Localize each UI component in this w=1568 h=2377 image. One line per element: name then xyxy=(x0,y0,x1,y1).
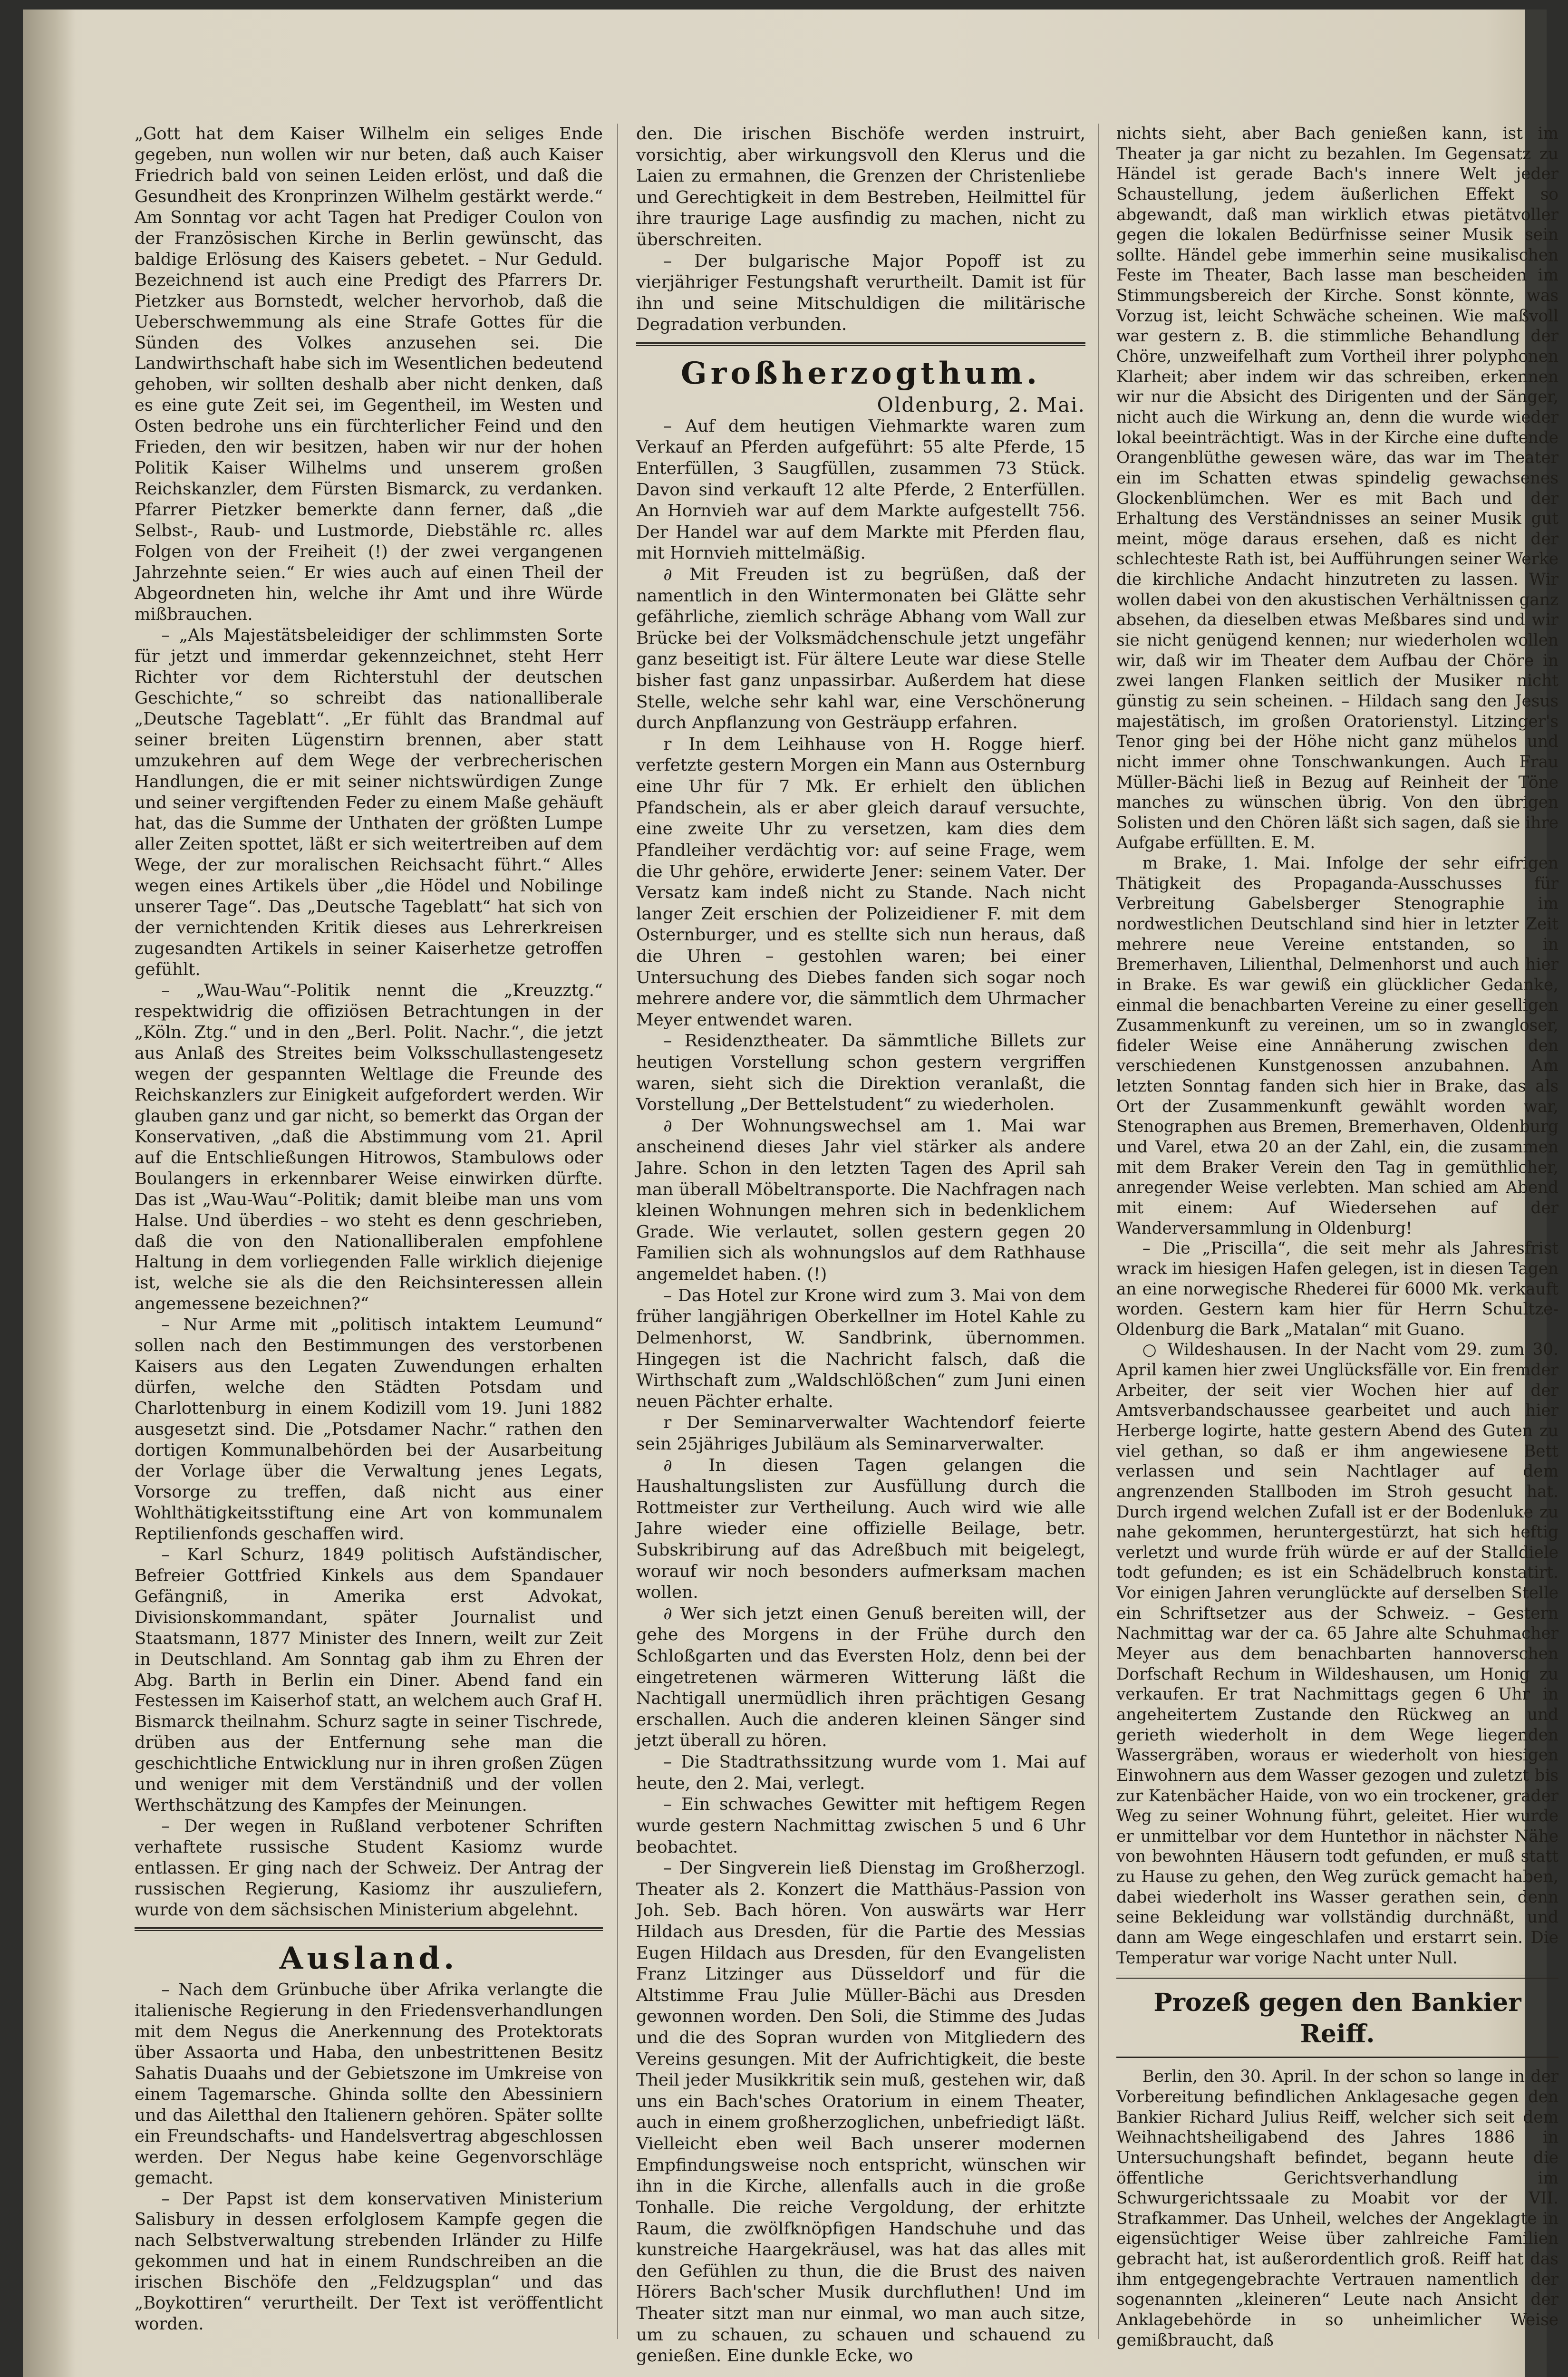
article-paragraph: – Der wegen in Rußland verbotener Schriften verhaftete russische Student Kasiomz wurde entlassen. Er ging nach der Schweiz. Der Antrag der russischen Regierung, Kasiomz ihr auszuliefern, wurde von dem sächsischen Ministerium abgelehnt. xyxy=(135,1817,603,1920)
section-divider xyxy=(1116,1975,1558,1979)
section-heading-ausland: Ausland. xyxy=(279,1940,458,1976)
article-paragraph: – Der Singverein ließ Dienstag im Großherzogl. Theater als 2. Konzert die Matthäus-Passion von Joh. Seb. Bach hören. Von auswärts war Herr Hildach aus Dresden, für die Partie des Messias Eugen Hildach aus Dresden, für den Evangelisten Franz Litzinger aus Düsseldorf und für die Altstimme Frau Julie Müller-Bächi aus Dresden gewonnen worden. Den Soli, die Stimme des Judas und die des Sopran wurden von Mitgliedern des Vereins gesungen. Mit der Aufrichtigkeit, die beste Theil jeder Musikkritik sein muß, gestehen wir, daß uns ein Bach'sches Oratorium in einem Theater, auch in einem großherzoglichen, unbefriedigt läßt. Vielleicht eben weil Bach unserer modernen Empfindungsweise noch entspricht, wünschen wir ihn in die Kirche, allenfalls auch in die große Tonhalle. Die reiche Vergoldung, der erhitzte Raum, die zwölfknöpfigen Handschuhe und das kunstreiche Haargekräusel, was hat das alles mit den Gefühlen zu thun, die die Brust des naiven Hörers Bach'scher Musik durchfluthen! Und im Theater sitzt man nur einmal, wo man auch sitze, um zu schauen, zu schauen und schauend zu genießen. Eine dunkle Ecke, wo xyxy=(636,1858,1085,2366)
column-rule xyxy=(617,124,618,2339)
article-paragraph: r In dem Leihhause von H. Rogge hierf. verfetzte gestern Morgen ein Mann aus Osternburg eine Uhr für 7 Mk. Er erhielt den üblichen Pfandschein, als er aber gleich darauf versuchte, eine zweite Uhr zu versetzen, kam dies dem Pfandleiher verdächtig vor: auf seine Frage, wem die Uhr gehöre, erwiderte Jener: seinem Vater. Der Versatz kam indeß nicht zu Stande. Nach nicht langer Zeit erschien der Polizeidiener F. mit dem Osternburger, und es stellte sich nun heraus, daß die Uhren – gestohlen waren; bei einer Untersuchung des Diebes fanden sich sogar noch mehrere andere vor, die sämmtlich dem Uhrmacher Meyer entwendet waren. xyxy=(636,734,1085,1030)
article-paragraph: – Die „Priscilla“, die seit mehr als Jahresfrist wrack im hiesigen Hafen gelegen, ist in diesen Tagen an eine norwegische Rhederei für 6000 Mk. verkauft worden. Gestern kam hier für Herrn Schultze-Oldenburg die Bark „Matalan“ mit Guano. xyxy=(1116,1239,1558,1339)
article-paragraph: – Karl Schurz, 1849 politisch Aufständischer, Befreier Gottfried Kinkels aus dem Spandauer Gefängniß, in Amerika erst Advokat, Divisionskommandant, später Journalist und Staatsmann, 1877 Minister des Innern, weilt zur Zeit in Deutschland. Am Sonntag gab ihm zu Ehren der Abg. Barth in Berlin ein Diner. Abend fand ein Festessen im Kaiserhof statt, an welchem auch Graf H. Bismarck theilnahm. Schurz sagte in seiner Tischrede, drüben aus der Entfernung sehe man die geschichtliche Entwicklung nur in ihren großen Zügen und weniger mit dem Verständniß und der vollen Werthschätzung des Kampfes der Meinungen. xyxy=(135,1545,603,1816)
article-paragraph: – Nur Arme mit „politisch intaktem Leumund“ sollen nach den Bestimmungen des verstorbenen Kaisers aus den Legaten Zuwendungen erhalten dürfen, welche den Städten Potsdam und Charlottenburg in einem Kodizill vom 19. Juni 1882 ausgesetzt sind. Die „Potsdamer Nachr.“ rathen den dortigen Kommunalbehörden bei der Ausarbeitung der Vorlage über die Verwaltung jenes Legats, Vorsorge zu treffen, daß nicht aus einer Wohlthätigkeitsstiftung eine Art von kommunalem Reptilienfonds geschaffen wird. xyxy=(135,1315,603,1544)
article-paragraph: ○ Wildeshausen. In der Nacht vom 29. zum 30. April kamen hier zwei Unglücksfälle vor. Ein fremder Arbeiter, der seit vier Wochen hier auf der Amtsverbandschaussee gearbeitet und auch hier Herberge logirte, hatte gestern Abend des Guten zu viel gethan, so daß er ihm angewiesene Bett verlassen und sein Nachtlager auf dem angrenzenden Stallboden im Stroh gesucht hat. Durch irgend welchen Zufall ist er der Bodenluke zu nahe gekommen, heruntergestürzt, hat sich heftig verletzt und wurde früh würde er auf der Stalldiele todt gefunden; es ist ein Schädelbruch konstatirt. Vor einigen Jahren verunglückte auf derselben Stelle ein Schriftsetzer aus der Schweiz. – Gestern Nachmittag war der ca. 65 Jahre alte Schuhmacher Meyer aus dem benachbarten hannoverschen Dorfschaft Rechum in Wildeshausen, um Honig zu verkaufen. Er trat Nachmittags gegen 6 Uhr in angeheitertem Zustande den Rückweg an und gerieth wiederholt in dem Wege liegenden Wassergräben, woraus er wiederholt von hiesigen Einwohnern aus dem Wasser gezogen und zuletzt bis zur Katenbächer Haide, von wo ein trockener, grader Weg zu seiner Wohnung führt, geleitet. Hier wurde er unmittelbar vor dem Huntethor in nächster Nähe von bewohnten Häusern todt gefunden, er muß statt zu Hause zu gehen, den Weg zurück gemacht haben, dabei wiederholt ins Wasser gerathen sein, denn seine Bekleidung war vollständig durchnäßt, und dann am Wege eingeschlafen und erstarrt sein. Die Temperatur war vorige Nacht unter Null. xyxy=(1116,1340,1558,1968)
article-paragraph: – Auf dem heutigen Viehmarkte waren zum Verkauf an Pferden aufgeführt: 55 alte Pferde, 15 Enterfüllen, 3 Saugfüllen, zusammen 73 Stück. Davon sind verkauft 12 alte Pferde, 2 Enterfüllen. An Hornvieh war auf dem Markte aufgestellt 756. Der Handel war auf dem Markte mit Pferden flau, mit Hornvieh mittelmäßig. xyxy=(636,416,1085,563)
article-paragraph: – Der bulgarische Major Popoff ist zu vierjähriger Festungshaft verurtheilt. Damit ist für ihn und seine Mitschuldigen die militärische Degradation verbunden. xyxy=(636,251,1085,335)
article-paragraph: ∂ Mit Freuden ist zu begrüßen, daß der namentlich in den Wintermonaten bei Glätte sehr gefährliche, ziemlich schräge Abhang vom Wall zur Brücke bei der Volksmädchenschule jetzt ungefähr ganz beseitigt ist. Für ältere Leute war diese Stelle bisher fast ganz unpassirbar. Außerdem hat diese Stelle, welche sehr kahl war, eine Verschönerung durch Anpflanzung von Gesträupp erfahren. xyxy=(636,564,1085,733)
article-paragraph: ∂ Der Wohnungswechsel am 1. Mai war anscheinend dieses Jahr viel stärker als andere Jahre. Schon in den letzten Tagen des April sah man überall Möbeltransporte. Die Nachfragen nach kleinen Wohnungen mehren sich in bedenklichem Grade. Wie verlautet, sollen gestern gegen 20 Familien sich als wohnungslos auf dem Rathhause angemeldet haben. (!) xyxy=(636,1116,1085,1285)
section-divider xyxy=(636,342,1085,346)
newspaper-page xyxy=(23,10,1558,2377)
article-paragraph: nichts sieht, aber Bach genießen kann, ist im Theater ja gar nicht zu bezahlen. Im Gegensatz zu Händel ist gerade Bach's innere Welt jeder Schaustellung, jedem äußerlichen Effekt so abgewandt, daß man wirklich etwas pietätvoller gegen die lokalen Bedürfnisse seiner Musik sein sollte. Händel gebe immerhin seine musikalischen Feste im Theater, Bach lasse man bescheiden im Stimmungsbereich der Kirche. Sonst könnte, was Vorzug ist, leicht Schwäche scheinen. Wie maßvoll war gestern z. B. die stimmliche Behandlung der Chöre, unzweifelhaft zum Vortheil ihrer polyphonen Klarheit; aber indem wir das schreiben, erkennen wir nur die Absicht des Dirigenten und der Sänger, nicht auch die Wirkung an, denn die wurde wieder lokal beeinträchtigt. Was in der Kirche eine duftende Orangenblüthe gewesen wäre, das war im Theater ein im Schatten etwas spindelig gewachsenes Glockenblümchen. Wer es mit Bach und der Erhaltung des Verständnisses an seiner Musik gut meint, möge daraus ersehen, daß es nicht der schlechteste Rath ist, bei Aufführungen seiner Werke die kirchliche Andacht hinzutreten zu lassen. Wir wollen dabei von den akustischen Verhältnissen ganz absehen, da dieselben etwas Meßbares sind und wir sie nicht genügend kennen; nur wiederholen wollen wir, daß wir im Theater dem Aufbau der Chöre in zwei langen Flanken seitlich der Musiker nicht günstig zu sein scheinen. – Hildach sang den Jesus majestätisch, im großen Oratorienstyl. Litzinger's Tenor ging bei der Höhe nicht ganz mühelos und nicht immer ohne Tonschwankungen. Auch Frau Müller-Bächi ließ in Bezug auf Reinheit der Töne manches zu wünschen übrig. Von den übrigen Solisten und den Chören läßt sich sagen, daß sie ihre Aufgabe erfüllten. E. M. xyxy=(1116,124,1558,853)
article-paragraph: – Ein schwaches Gewitter mit heftigem Regen wurde gestern Nachmittag zwischen 5 und 6 Uhr beobachtet. xyxy=(636,1795,1085,1857)
article-paragraph: – Die Stadtrathssitzung wurde vom 1. Mai auf heute, den 2. Mai, verlegt. xyxy=(636,1752,1085,1793)
column-rule xyxy=(1098,124,1099,2339)
heading-rule xyxy=(1116,2057,1558,2058)
article-paragraph: – „Wau-Wau“-Politik nennt die „Kreuzztg.“ respektwidrig die offiziösen Betrachtungen in der „Köln. Ztg.“ und in den „Berl. Polit. Nachr.“, die jetzt aus Anlaß des Streites beim Volksschullastengesetz wegen der gespannten Weltlage die Freunde des Reichskanzlers zur Einigkeit aufgefordert werden. Wir glauben ganz und gar nicht, so bemerkt das Organ der Konservativen, „daß die Abstimmung vom 21. April auf die Entschließungen Hitrowos, Stambulows oder Boulangers in erkennbarer Weise einwirken dürfte. Das ist „Wau-Wau“-Politik; damit bleibe man uns vom Halse. Und überdies – wo steht es denn geschrieben, daß die von den Nationalliberalen empfohlene Haltung in dem vorliegenden Falle wirklich diejenige ist, welche sie als die den Reichsinteressen allein angemessene bezeichnen?“ xyxy=(135,981,603,1314)
section-divider xyxy=(135,1927,603,1931)
article-paragraph: den. Die irischen Bischöfe werden instruirt, vorsichtig, aber wirkungsvoll den Klerus und die Laien zu ermahnen, die Grenzen der Christenliebe und Gerechtigkeit in dem Bestreben, Heilmittel für ihre traurige Lage ausfindig zu machen, nicht zu überschreiten. xyxy=(636,124,1085,250)
article-paragraph: r Der Seminarverwalter Wachtendorf feierte sein 25jähriges Jubiläum als Seminarverwalter. xyxy=(636,1413,1085,1454)
article-paragraph: Berlin, den 30. April. In der schon so lange in der Vorbereitung befindlichen Anklagesache gegen den Bankier Richard Julius Reiff, welcher sich seit dem Weihnachtsheiligabend des Jahres 1886 in Untersuchungshaft befindet, begann heute die öffentliche Gerichtsverhandlung im Schwurgerichtssaale zu Moabit vor der VII. Strafkammer. Das Unheil, welches der Angeklagte in eigensüchtiger Weise über zahlreiche Familien gebracht hat, ist außerordentlich groß. Reiff hat das ihm entgegengebrachte Vertrauen namentlich der sogenannten „kleineren“ Leute nach Ansicht der Anklagebehörde in so unheimlicher Weise gemißbraucht, daß xyxy=(1116,2067,1558,2350)
article-heading-prozess-reiff: Prozeß gegen den Bankier Reiff. xyxy=(1153,1988,1521,2049)
article-paragraph: – Das Hotel zur Krone wird zum 3. Mai von dem früher langjährigen Oberkellner im Hotel Kahle zu Delmenhorst, W. Sandbrink, übernommen. Hingegen ist die Nachricht falsch, daß die Wirthschaft zum „Waldschlößchen“ zum Juni einen neuen Pächter erhalte. xyxy=(636,1285,1085,1411)
column-3 xyxy=(1116,124,1558,2350)
article-paragraph: „Gott hat dem Kaiser Wilhelm ein seliges Ende gegeben, nun wollen wir nur beten, daß auch Kaiser Friedrich bald von seinen Leiden erlöst, und daß die Gesundheit des Kronprinzen Wilhelm gestärkt werde.“ Am Sonntag vor acht Tagen hat Prediger Coulon von der Französischen Kirche in Berlin gewünscht, das baldige Erlösung des Kaisers gebetet. – Nur Geduld. Bezeichnend ist auch eine Predigt des Pfarrers Dr. Pietzker aus Bornstedt, welcher hervorhob, daß die Ueberschwemmung als eine Strafe Gottes für die Sünden des Volkes anzusehen sei. Die Landwirthschaft habe sich im Wesentlichen bedeutend gehoben, wir sollten deshalb aber nicht denken, daß es eine gute Zeit sei, im Gegentheil, im Westen und Osten bedrohe uns ein fürchterlicher Feind und den Frieden, den wir besitzen, haben wir nur der hohen Politik Kaiser Wilhelms und unserem großen Reichskanzler, dem Fürsten Bismarck, zu verdanken. Pfarrer Pietzker bemerkte dann ferner, daß „die Selbst-, Raub- und Lustmorde, Diebstähle rc. alles Folgen von der Freiheit (!) der zwei vergangenen Jahrzehnte seien.“ Er wies auch auf einen Theil der Abgeordneten hin, welche ihr Amt und ihre Würde mißbrauchen. xyxy=(135,124,603,624)
column-2 xyxy=(636,124,1085,2367)
article-paragraph: – Residenztheater. Da sämmtliche Billets zur heutigen Vorstellung schon gestern vergriffen waren, sieht sich die Direktion veranlaßt, die Vorstellung „Der Bettelstudent“ zu wiederholen. xyxy=(636,1031,1085,1115)
article-paragraph: m Brake, 1. Mai. Infolge der sehr eifrigen Thätigkeit des Propaganda-Ausschusses für Verbreitung Gabelsberger Stenographie im nordwestlichen Deutschland sind hier in letzter Zeit mehrere neue Vereine entstanden, so in Bremerhaven, Lilienthal, Delmenhorst und auch hier in Brake. Es war gewiß ein glücklicher Gedanke, einmal die benachbarten Vereine zu einer geselligen Zusammenkunft zu vereinen, um so in zwangloser, fideler Weise eine Annäherung zwischen den verschiedenen Kunstgenossen anzubahnen. Am letzten Sonntag fanden sich hier in Brake, das als Ort der Zusammenkunft gewählt worden war, Stenographen aus Bremen, Bremerhaven, Oldenburg und Varel, etwa 20 an der Zahl, ein, die zusammen mit dem Braker Verein den Tag in gemüthlicher, anregender Weise verlebten. Man schied am Abend mit einem: Auf Wiedersehen auf der Wanderversammlung in Oldenburg! xyxy=(1116,854,1558,1238)
dateline: Oldenburg, 2. Mai. xyxy=(877,393,1085,417)
article-paragraph: ∂ Wer sich jetzt einen Genuß bereiten will, der gehe des Morgens in der Frühe durch den Schloßgarten und das Eversten Holz, denn bei der eingetretenen wärmeren Witterung läßt die Nachtigall unermüdlich ihren prächtigen Gesang erschallen. Auch die anderen kleinen Sänger sind jetzt überall zu hören. xyxy=(636,1604,1085,1751)
article-paragraph: – Der Papst ist dem konservativen Ministerium Salisbury in dessen erfolglosem Kampfe gegen die nach Selbstverwaltung strebenden Irländer zu Hilfe gekommen und hat in einem Rundschreiben an die irischen Bischöfe den „Feldzugsplan“ und das „Boykottiren“ verurtheilt. Der Text ist veröffentlicht worden. xyxy=(135,2189,603,2334)
section-heading-grossherzogthum: Großherzogthum. xyxy=(680,356,1041,392)
article-paragraph: – Nach dem Grünbuche über Afrika verlangte die italienische Regierung in den Friedensverhandlungen mit dem Negus die Anerkennung des Protektorats über Assaorta und Haba, den unbestrittenen Besitz Sahatis Duaahs und der Gebietszone im Umkreise von einem Tagemarsche. Ghinda sollte den Abessiniern und das Ailetthal den Italienern gehören. Später sollte ein Freundschafts- und Handelsvertrag abgeschlossen werden. Der Negus habe keine Gegenvorschläge gemacht. xyxy=(135,1980,603,2188)
column-1 xyxy=(135,124,603,2335)
article-paragraph: – „Als Majestätsbeleidiger der schlimmsten Sorte für jetzt und immerdar gekennzeichnet, steht Herr Richter vor dem Richterstuhl der deutschen Geschichte,“ so schreibt das nationalliberale „Deutsche Tageblatt“. „Er fühlt das Brandmal auf seiner breiten Lügenstirn brennen, aber statt umzukehren auf dem Wege der verbrecherischen Handlungen, die er mit seiner nichtswürdigen Zunge und seiner vergiftenden Feder zu einem Maße gehäuft hat, das die Summe der Unthaten der größten Lumpe aller Zeiten spottet, läßt er sich weitertreiben auf dem Wege, der zur moralischen Reichsacht führt.“ Alles wegen eines Artikels über „die Hödel und Nobilinge unserer Tage“. Das „Deutsche Tageblatt“ hat sich von der vernichtenden Kritik dieses aus Lehrerkreisen zugesandten Artikels in seiner Kaiserhetze getroffen gefühlt. xyxy=(135,625,603,980)
article-paragraph: ∂ In diesen Tagen gelangen die Haushaltungslisten zur Ausfüllung durch die Rottmeister zur Vertheilung. Auch wird wie alle Jahre wieder eine offizielle Beilage, betr. Subskribirung auf das Adreßbuch mit beigelegt, worauf wir noch besonders aufmerksam machen wollen. xyxy=(636,1455,1085,1603)
page-spine-shadow xyxy=(23,10,75,2377)
